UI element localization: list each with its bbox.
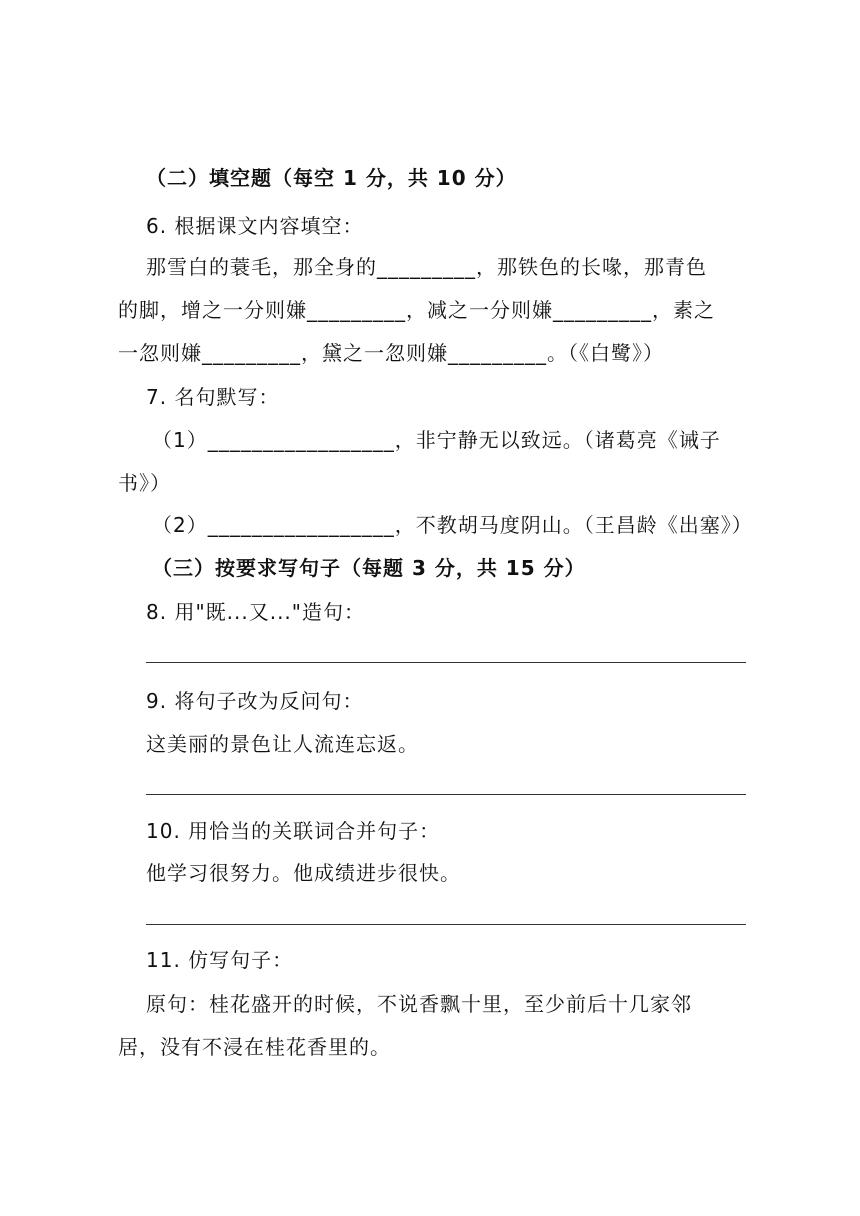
answer-line-q10[interactable]: [146, 924, 746, 925]
section-fill-title: （二）填空题（每空 1 分，共 10 分）: [146, 166, 517, 190]
question-7-item-2: （2）_________________，不教胡马度阴山。（王昌龄《出塞》）: [152, 513, 753, 537]
question-8-title: 8. 用"既...又..."造句：: [146, 600, 365, 624]
question-9-title: 9. 将句子改为反问句：: [146, 689, 364, 713]
question-6-line-3: 一忽则嫌_________，黛之一忽则嫌_________。（《白鹭》）: [118, 341, 664, 365]
question-10-title: 10. 用恰当的关联词合并句子：: [146, 819, 441, 843]
question-6-title: 6. 根据课文内容填空：: [146, 214, 364, 238]
answer-line-q8[interactable]: [146, 662, 746, 663]
question-9-sentence: 这美丽的景色让人流连忘返。: [146, 732, 419, 756]
section-sentence-title: （三）按要求写句子（每题 3 分，共 15 分）: [152, 556, 586, 580]
question-7-item-1-line-1: （1）_________________，非宁静无以致远。（诸葛亮《诫子: [152, 428, 721, 452]
question-10-sentence: 他学习很努力。他成绩进步很快。: [146, 861, 461, 885]
answer-line-q9[interactable]: [146, 794, 746, 795]
question-7-item-1-line-2: 书》）: [118, 471, 171, 495]
question-11-line-2: 居，没有不浸在桂花香里的。: [118, 1035, 391, 1059]
question-11-line-1: 原句：桂花盛开的时候，不说香飘十里，至少前后十几家邻: [146, 992, 692, 1016]
question-11-title: 11. 仿写句子：: [146, 948, 294, 972]
question-6-line-1: 那雪白的蓑毛，那全身的_________，那铁色的长喙，那青色: [146, 255, 707, 279]
question-6-line-2: 的脚，增之一分则嫌_________，减之一分则嫌_________，素之: [118, 298, 715, 322]
question-7-title: 7. 名句默写：: [146, 385, 280, 409]
